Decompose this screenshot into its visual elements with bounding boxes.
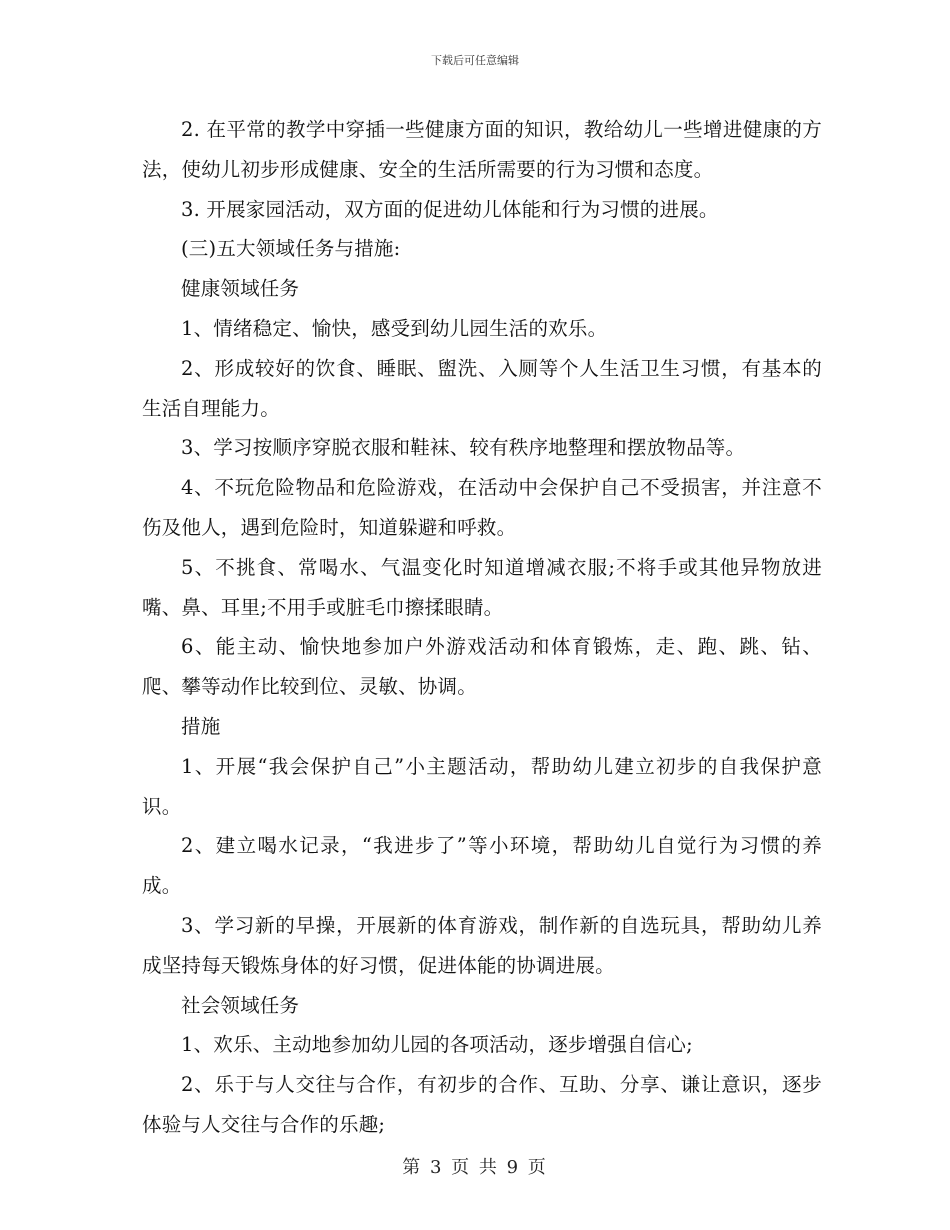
list-item: 1、开展“我会保护自己”小主题活动，帮助幼儿建立初步的自我保护意识。 (142, 754, 822, 818)
list-item: 3、学习新的早操，开展新的体育游戏，制作新的自选玩具，帮助幼儿养成坚持每天锻炼身体的好习惯，促进体能的协调进展。 (142, 913, 822, 977)
list-item: 1、情绪稳定、愉快，感受到幼儿园生活的欢乐。 (181, 316, 608, 340)
list-item: 5、不挑食、常喝水、气温变化时知道增减衣服;不将手或其他异物放进嘴、鼻、耳里;不用手或脏毛巾擦揉眼睛。 (142, 555, 822, 619)
page-number: 第 3 页 共 9 页 (402, 1157, 548, 1178)
list-item: 2、建立喝水记录，“我进步了”等小环境，帮助幼儿自觉行为习惯的养成。 (142, 834, 822, 898)
list-item: 3、学习按顺序穿脱衣服和鞋袜、较有秩序地整理和摆放物品等。 (181, 436, 746, 460)
subsection-heading: 措施 (181, 714, 221, 738)
paragraph: 3. 开展家园活动，双方面的促进幼儿体能和行为习惯的进展。 (181, 197, 719, 221)
page-header: 下载后可任意编辑 (431, 54, 519, 67)
subsection-heading: 健康领域任务 (181, 277, 300, 301)
list-item: 6、能主动、愉快地参加户外游戏活动和体育锻炼，走、跑、跳、钻、爬、攀等动作比较到位、灵敏、协调。 (142, 635, 822, 699)
paragraph: 2. 在平常的教学中穿插一些健康方面的知识，教给幼儿一些增进健康的方法，使幼儿初步形成健康、安全的生活所需要的行为习惯和态度。 (142, 118, 822, 181)
list-item: 2、乐于与人交往与合作，有初步的合作、互助、分享、谦让意识，逐步体验与人交往与合作的乐趣; (142, 1073, 822, 1136)
list-item: 2、形成较好的饮食、睡眠、盥洗、入厕等个人生活卫生习惯，有基本的生活自理能力。 (142, 356, 822, 420)
document-body (142, 110, 822, 1145)
list-item: 1、欢乐、主动地参加幼儿园的各项活动，逐步增强自信心; (181, 1033, 693, 1057)
list-item: 4、不玩危险物品和危险游戏，在活动中会保护自己不受损害，并注意不伤及他人，遇到危险时，知道躲避和呼救。 (142, 476, 822, 539)
subsection-heading: 社会领域任务 (181, 993, 300, 1017)
section-heading: (三)五大领域任务与措施: (181, 237, 401, 261)
